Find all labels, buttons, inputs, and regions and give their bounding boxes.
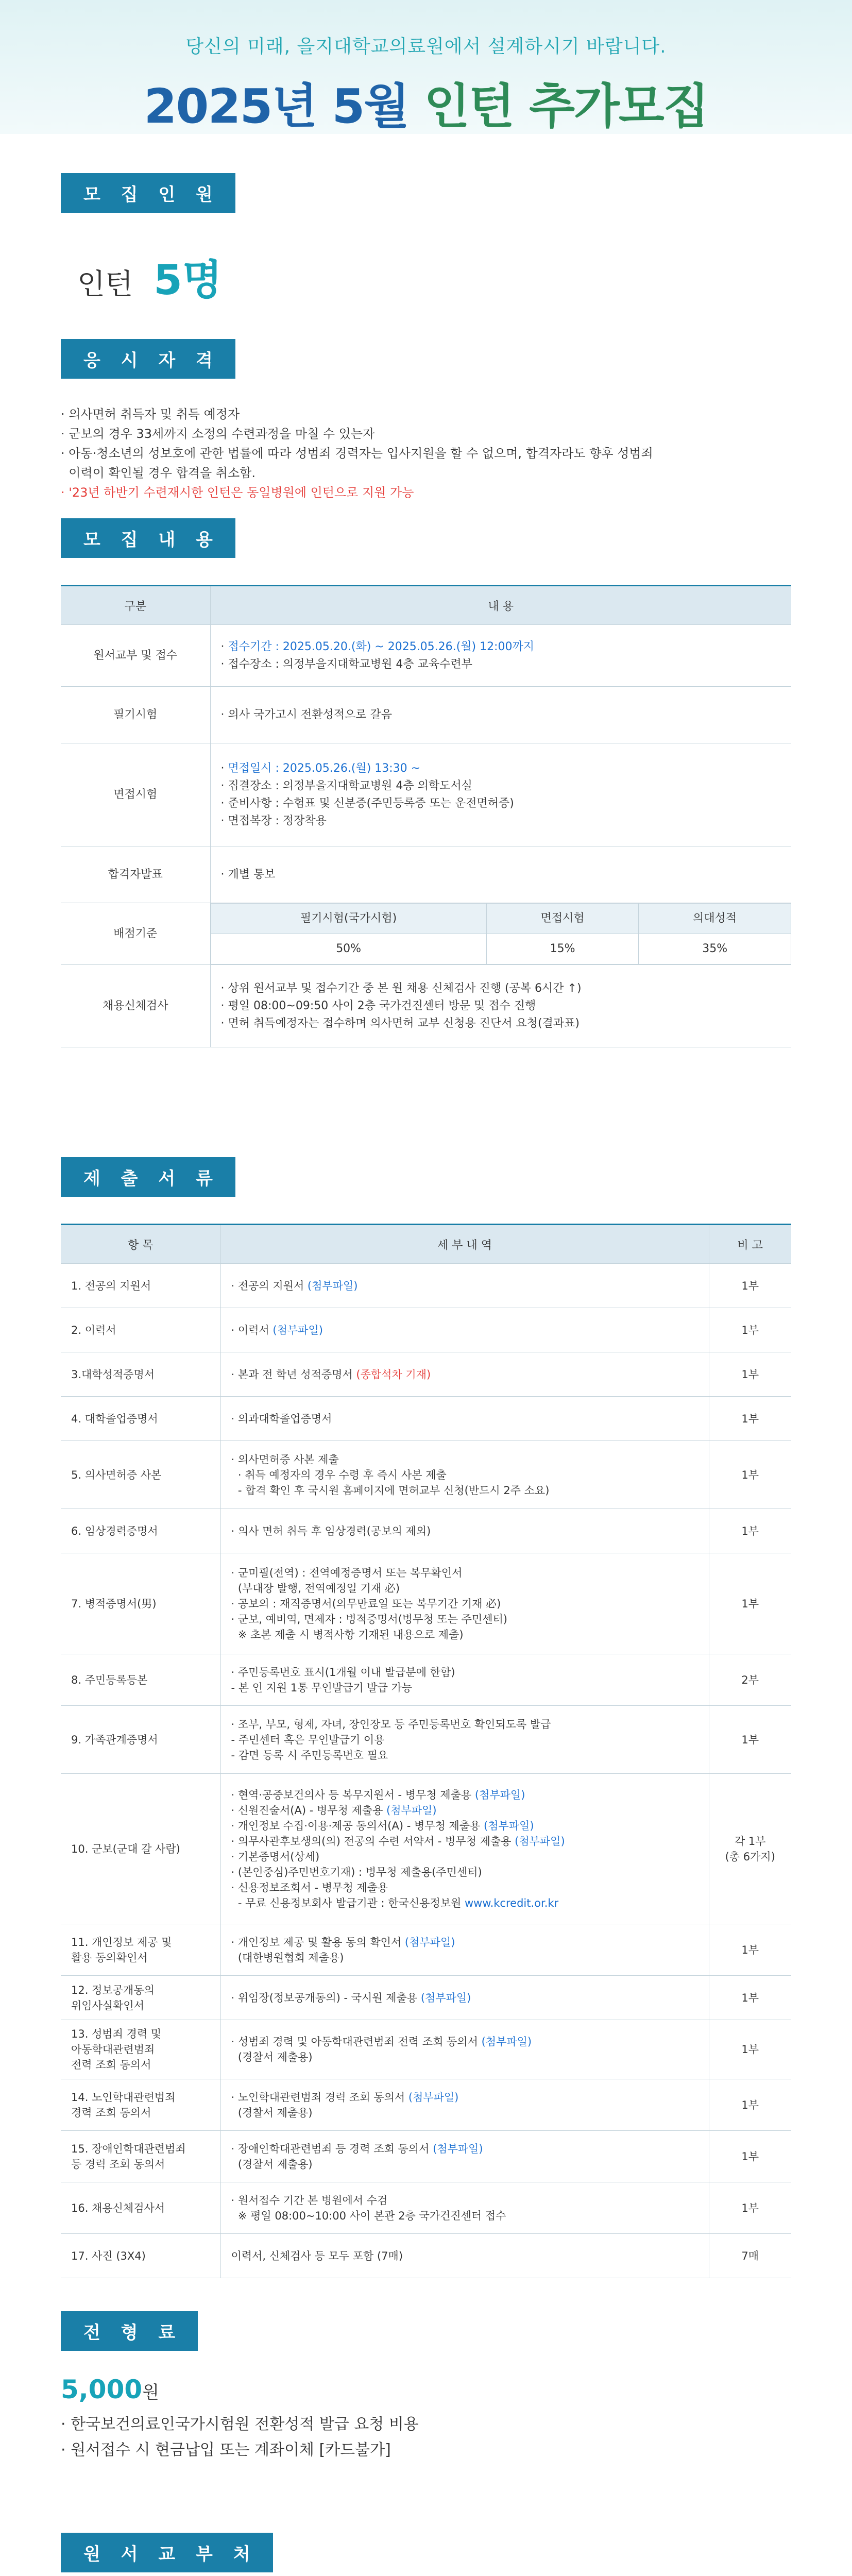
documents-section (0, 1152, 852, 2296)
document-line-text: · 신원진술서(A) - 병무청 제출용 (231, 1804, 387, 1817)
weights-header-row (211, 904, 791, 934)
recruit-number: 5명 (154, 256, 223, 304)
content-line-bullet: · (220, 657, 228, 671)
attachment-link[interactable]: (첨부파일) (474, 1788, 525, 1801)
document-row (61, 1308, 791, 1352)
content-table-body (61, 625, 791, 1047)
document-row (61, 1976, 791, 2020)
document-line (231, 1803, 698, 1818)
document-note: 1부 (709, 1706, 791, 1774)
document-line-text: (경찰서 제출용) (231, 2158, 313, 2171)
attachment-link[interactable]: (첨부파일) (307, 1279, 358, 1292)
document-name: 15. 장애인학대관련범죄 등 경력 조회 동의서 (61, 2131, 220, 2182)
attachment-link[interactable]: (첨부파일) (484, 1819, 534, 1832)
document-line-text: · 취득 예정자의 경우 수령 후 즉시 사본 제출 (231, 1468, 447, 1481)
document-detail (220, 1441, 709, 1509)
content-row-label: 면접시험 (61, 743, 210, 846)
fee-amount-value: 5,000 (61, 2375, 143, 2404)
document-line-text: - 감면 등록 시 주민등록번호 필요 (231, 1749, 388, 1761)
document-line (231, 1452, 698, 1467)
document-line (231, 1278, 698, 1294)
document-detail (220, 1654, 709, 1706)
document-line (231, 1565, 698, 1581)
office-section (0, 2517, 852, 2576)
content-col-category: 구분 (61, 586, 210, 625)
document-name: 1. 전공의 지원서 (61, 1264, 220, 1308)
document-line-text: · 현역·공중보건의사 등 복무지원서 - 병무청 제출용 (231, 1788, 475, 1801)
document-note: 1부 (709, 2020, 791, 2079)
document-name: 13. 성범죄 경력 및 아동학대관련범죄 전력 조회 동의서 (61, 2020, 220, 2079)
document-row (61, 1352, 791, 1397)
header-subtitle: 당신의 미래, 을지대학교의료원에서 설계하시기 바랍니다. (185, 36, 667, 57)
document-line (231, 1787, 698, 1803)
document-line-text: · 의무사관후보생의(의) 전공의 수련 서약서 - 병무청 제출용 (231, 1835, 515, 1848)
document-note: 1부 (709, 1441, 791, 1509)
document-line (231, 2157, 698, 2172)
content-row-detail (210, 903, 791, 965)
document-line (231, 2193, 698, 2208)
document-note: 1부 (709, 1264, 791, 1308)
content-line-text: 상위 원서교부 및 접수기간 중 본 원 채용 신체검사 진행 (공복 6시간 ↑) (228, 981, 582, 995)
document-row (61, 1924, 791, 1976)
content-line (221, 777, 781, 795)
content-line (221, 812, 781, 830)
document-name: 11. 개인정보 제공 및 활용 동의확인서 (61, 1924, 220, 1976)
document-line-text: (대한병원협회 제출용) (231, 1951, 344, 1964)
document-line-text: - 본 인 지원 1통 무인발급기 발급 가능 (231, 1681, 413, 1694)
content-line-emphasis: 접수기간 : 2025.05.20.(화) ~ 2025.05.26.(월) 12:00까지 (228, 640, 534, 653)
content-row-label: 채용신체검사 (61, 965, 210, 1047)
document-line-text: · (본인중심)주민번호기재) : 병무청 제출용(주민센터) (231, 1866, 482, 1878)
document-row (61, 2131, 791, 2182)
document-line-text: · 개인정보 제공 및 활용 동의 확인서 (231, 1936, 405, 1948)
document-line-text: · 개인정보 수집·이용·제공 동의서(A) - 병무청 제출용 (231, 1819, 484, 1832)
document-line (231, 1748, 698, 1763)
document-note: 1부 (709, 1308, 791, 1352)
content-col-content: 내 용 (210, 586, 791, 625)
content-line (221, 997, 781, 1015)
content-row-detail (210, 625, 791, 687)
document-line-text: · 군보, 예비역, 면제자 : 병적증명서(병무청 또는 주민센터) (231, 1613, 508, 1625)
document-row (61, 1654, 791, 1706)
document-detail (220, 1924, 709, 1976)
documents-col-detail: 세 부 내 역 (220, 1225, 709, 1264)
document-line-text: · 의사 면허 취득 후 임상경력(공보의 제외) (231, 1524, 431, 1537)
document-line-text: · 주민등록번호 표시(1개월 이내 발급분에 한함) (231, 1666, 455, 1679)
document-line (231, 1367, 698, 1382)
qualification-notice: · '23년 하반기 수련재시한 인턴은 동일병원에 인턴으로 지원 가능 (61, 485, 414, 500)
content-line-text: 면허 취득예정자는 접수하며 의사면허 교부 신청용 진단서 요청(결과표) (228, 1016, 580, 1030)
weights-header: 필기시험(국가시험) (211, 904, 486, 934)
documents-table-body (61, 1264, 791, 2278)
qualification-item: · 의사면허 취득자 및 취득 예정자 (61, 407, 240, 421)
documents-col-note: 비 고 (709, 1225, 791, 1264)
document-detail (220, 1308, 709, 1352)
document-row (61, 1397, 791, 1441)
document-detail (220, 2234, 709, 2278)
document-name: 12. 정보공개동의 위임사실확인서 (61, 1976, 220, 2020)
document-row (61, 1553, 791, 1654)
title-date: 2025년 5월 (144, 79, 424, 134)
document-line-text: · 조부, 부모, 형제, 자녀, 장인장모 등 주민등록번호 확인되도록 발급 (231, 1718, 551, 1731)
document-note: 1부 (709, 1924, 791, 1976)
document-line (231, 1523, 698, 1539)
qualification-section (0, 317, 852, 503)
document-line-highlight: (종합석차 기재) (356, 1368, 431, 1381)
content-line (221, 795, 781, 812)
document-line (231, 1612, 698, 1627)
content-heading: 모 집 내 용 (61, 518, 235, 558)
document-line-text: ※ 평일 08:00~10:00 사이 본관 2층 국가건진센터 접수 (231, 2209, 506, 2222)
content-row (61, 625, 791, 687)
document-line-text: - 합격 확인 후 국시원 홈페이지에 면허교부 신청(반드시 2주 소요) (231, 1484, 550, 1497)
document-line (231, 1818, 698, 1834)
document-line-text: · 신용정보조회서 - 병무청 제출용 (231, 1881, 388, 1894)
content-line-bullet: · (220, 1016, 228, 1030)
document-name: 3.대학성적증명서 (61, 1352, 220, 1397)
document-note: 1부 (709, 1553, 791, 1654)
document-row (61, 2182, 791, 2234)
documents-heading: 제 출 서 류 (61, 1157, 235, 1197)
document-line (231, 1323, 698, 1338)
fee-amount-unit: 원 (142, 2382, 160, 2403)
document-note: 1부 (709, 2131, 791, 2182)
document-line-text: - 주민센터 혹은 무인발급기 이용 (231, 1733, 385, 1746)
content-section (0, 503, 852, 1152)
document-note: 1부 (709, 1976, 791, 2020)
document-line (231, 1467, 698, 1483)
document-note: 1부 (709, 2079, 791, 2131)
attachment-link[interactable]: (첨부파일) (408, 2091, 459, 2104)
content-line-bullet: · (220, 640, 228, 653)
weights-value: 50% (211, 934, 486, 964)
document-note: 1부 (709, 1509, 791, 1553)
content-line (221, 760, 781, 777)
recruit-section (0, 173, 852, 317)
document-line (231, 2105, 698, 2121)
document-line-text: · 노인학대관련범죄 경력 조회 동의서 (231, 2091, 408, 2104)
recruit-count (61, 247, 791, 306)
weights-value: 35% (639, 934, 791, 964)
attachment-link[interactable]: (첨부파일) (515, 1835, 565, 1848)
document-detail (220, 1774, 709, 1924)
page-title (0, 69, 852, 137)
document-line (231, 2049, 698, 2065)
document-row (61, 2079, 791, 2131)
content-row (61, 965, 791, 1047)
document-detail (220, 1352, 709, 1397)
content-line-bullet: · (220, 999, 228, 1012)
document-line (231, 1880, 698, 1895)
document-row (61, 1509, 791, 1553)
document-line (231, 1990, 698, 2006)
document-line (231, 1717, 698, 1732)
document-line (231, 1483, 698, 1498)
document-line-text: · 기본증명서(상세) (231, 1850, 320, 1863)
document-name: 6. 임상경력증명서 (61, 1509, 220, 1553)
document-detail (220, 2131, 709, 2182)
document-line (231, 2208, 698, 2224)
document-detail (220, 1706, 709, 1774)
title-main: 인턴 추가모집 (424, 79, 708, 134)
document-name: 9. 가족관계증명서 (61, 1706, 220, 1774)
document-name: 7. 병적증명서(男) (61, 1553, 220, 1654)
document-line (231, 1411, 698, 1427)
document-line-text: · 이력서 (231, 1324, 273, 1336)
attachment-link[interactable]: (첨부파일) (404, 1936, 455, 1948)
document-line-text: (부대장 발행, 전역예정일 기재 必) (231, 1582, 400, 1595)
fee-heading: 전 형 료 (61, 2311, 198, 2351)
content-line (221, 656, 781, 673)
document-line-text: · 원서접수 기간 본 병원에서 수검 (231, 2194, 388, 2207)
content-line-bullet: · (220, 814, 228, 827)
content-table (61, 585, 791, 1047)
document-line (231, 1935, 698, 1950)
weights-value-row (211, 934, 791, 964)
document-row (61, 1441, 791, 1509)
document-line (231, 2141, 698, 2157)
document-line-text: · 공보의 : 재직증명서(의무만료일 또는 복무기간 기재 必) (231, 1597, 501, 1610)
attachment-link[interactable]: (첨부파일) (433, 2142, 483, 2155)
fee-item: · 한국보건의료인국가시험원 전환성적 발급 요청 비용 (61, 2415, 419, 2433)
document-line (231, 1581, 698, 1596)
weights-header: 의대성적 (639, 904, 791, 934)
content-line (221, 706, 781, 724)
documents-col-item: 항 목 (61, 1225, 220, 1264)
document-name: 16. 채용신체검사서 (61, 2182, 220, 2234)
header-banner (0, 0, 852, 134)
attachment-link[interactable]: (첨부파일) (272, 1324, 323, 1336)
content-row-label: 배점기준 (61, 903, 210, 965)
document-detail (220, 1509, 709, 1553)
content-line-bullet: · (220, 868, 228, 881)
attachment-link[interactable]: (첨부파일) (386, 1804, 437, 1817)
content-row-label: 원서교부 및 접수 (61, 625, 210, 687)
document-name: 5. 의사면허증 사본 (61, 1441, 220, 1509)
content-row (61, 743, 791, 846)
attachment-link[interactable]: www.kcredit.or.kr (465, 1896, 559, 1909)
content-line-bullet: · (220, 761, 228, 775)
content-line-bullet: · (220, 779, 228, 792)
document-detail (220, 1976, 709, 2020)
qualification-heading: 응 시 자 격 (61, 339, 235, 379)
weights-value: 15% (486, 934, 639, 964)
content-line (221, 980, 781, 997)
document-line (231, 1895, 698, 1911)
document-name: 10. 군보(군대 갈 사람) (61, 1774, 220, 1924)
document-line (231, 1627, 698, 1642)
document-name: 8. 주민등록등본 (61, 1654, 220, 1706)
document-line (231, 2248, 698, 2264)
document-line (231, 1732, 698, 1748)
document-detail (220, 2020, 709, 2079)
document-detail (220, 2182, 709, 2234)
document-line-text: - 무료 신용정보회사 발급기관 : 한국신용정보원 (231, 1896, 465, 1909)
recruit-label: 인턴 (77, 268, 133, 301)
document-detail (220, 2079, 709, 2131)
document-line-text: · 군미필(전역) : 전역예정증명서 또는 복무확인서 (231, 1566, 463, 1579)
document-row (61, 1706, 791, 1774)
content-row-detail (210, 687, 791, 743)
content-row-label: 합격자발표 (61, 846, 210, 903)
document-row (61, 2020, 791, 2079)
content-line-emphasis: 면접일시 : 2025.05.26.(월) 13:30 ~ (228, 761, 421, 775)
content-line-text: 평일 08:00~09:50 사이 2층 국가건진센터 방문 및 접수 진행 (228, 999, 536, 1012)
content-row (61, 903, 791, 965)
document-name: 17. 사진 (3X4) (61, 2234, 220, 2278)
document-detail (220, 1553, 709, 1654)
document-line-text: · 본과 전 학년 성적증명서 (231, 1368, 356, 1381)
document-note: 2부 (709, 1654, 791, 1706)
content-line-text: 집결장소 : 의정부을지대학교병원 4층 의학도서실 (228, 779, 472, 792)
document-name: 2. 이력서 (61, 1308, 220, 1352)
recruit-heading: 모 집 인 원 (61, 173, 235, 213)
content-line-bullet: · (220, 981, 228, 995)
document-line-text: (경찰서 제출용) (231, 2106, 313, 2119)
document-note: 각 1부 (총 6가지) (709, 1774, 791, 1924)
document-line-text: · 성범죄 경력 및 아동학대관련범죄 전력 조회 동의서 (231, 2036, 482, 2048)
document-name: 14. 노인학대관련범죄 경력 조회 동의서 (61, 2079, 220, 2131)
document-line-text: · 장애인학대관련범죄 등 경력 조회 동의서 (231, 2142, 433, 2155)
content-line-text: 접수장소 : 의정부을지대학교병원 4층 교육수련부 (228, 657, 472, 671)
document-row (61, 2234, 791, 2278)
qualification-list (61, 404, 791, 502)
fee-amount (61, 2375, 791, 2404)
fee-item: · 원서접수 시 현금납입 또는 계좌이체 [카드불가] (61, 2441, 391, 2459)
content-line-text: 개별 통보 (228, 868, 276, 881)
document-row (61, 1264, 791, 1308)
document-line (231, 1865, 698, 1880)
attachment-link[interactable]: (첨부파일) (481, 2036, 532, 2048)
weights-header: 면접시험 (486, 904, 639, 934)
document-line (231, 1950, 698, 1965)
content-row-label: 필기시험 (61, 687, 210, 743)
document-detail (220, 1264, 709, 1308)
document-line-text: 이력서, 신체검사 등 모두 포함 (7매) (231, 2249, 403, 2262)
document-note: 1부 (709, 1397, 791, 1441)
content-line (221, 638, 781, 656)
document-line-text: · 전공의 지원서 (231, 1279, 308, 1292)
document-line-text: · 의사면허증 사본 제출 (231, 1453, 339, 1466)
document-line-text: (경찰서 제출용) (231, 2051, 313, 2063)
content-line (221, 1015, 781, 1032)
content-row (61, 846, 791, 903)
content-line-bullet: · (220, 796, 228, 810)
content-row-detail (210, 965, 791, 1047)
document-line (231, 1665, 698, 1680)
document-line (231, 1834, 698, 1849)
qualification-item: 이력이 확인될 경우 합격을 취소함. (61, 466, 255, 480)
document-note: 7매 (709, 2234, 791, 2278)
content-line-bullet: · (220, 708, 228, 721)
document-line-text: · 위임장(정보공개동의) - 국시원 제출용 (231, 1991, 421, 2004)
document-line (231, 1849, 698, 1865)
documents-table (61, 1224, 791, 2278)
content-line (221, 866, 781, 884)
document-line (231, 2034, 698, 2049)
document-line-text: · 의과대학졸업증명서 (231, 1412, 332, 1425)
office-heading: 원 서 교 부 처 (61, 2533, 273, 2572)
attachment-link[interactable]: (첨부파일) (420, 1991, 471, 2004)
document-detail (220, 1397, 709, 1441)
document-note: 1부 (709, 1352, 791, 1397)
fee-section (0, 2296, 852, 2517)
weights-table (211, 903, 792, 964)
content-row (61, 687, 791, 743)
document-line (231, 1680, 698, 1696)
content-row-detail (210, 846, 791, 903)
content-line-text: 의사 국가고시 전환성적으로 갈음 (228, 708, 393, 721)
content-line-text: 면접복장 : 정장착용 (228, 814, 327, 827)
content-line-text: 준비사항 : 수험표 및 신분증(주민등록증 또는 운전면허증) (228, 796, 514, 810)
document-row (61, 1774, 791, 1924)
document-name: 4. 대학졸업증명서 (61, 1397, 220, 1441)
content-row-detail (210, 743, 791, 846)
qualification-item: · 군보의 경우 33세까지 소정의 수련과정을 마칠 수 있는자 (61, 427, 375, 441)
document-line (231, 1596, 698, 1612)
document-line (231, 2090, 698, 2105)
document-line-text: ※ 초본 제출 시 병적사항 기재된 내용으로 제출) (231, 1628, 464, 1641)
qualification-item: · 아동·청소년의 성보호에 관한 법률에 따라 성범죄 경력자는 입사지원을 할 수 없으며, 합격자라도 향후 성범죄 (61, 446, 653, 461)
document-note: 1부 (709, 2182, 791, 2234)
fee-list (61, 2412, 791, 2463)
